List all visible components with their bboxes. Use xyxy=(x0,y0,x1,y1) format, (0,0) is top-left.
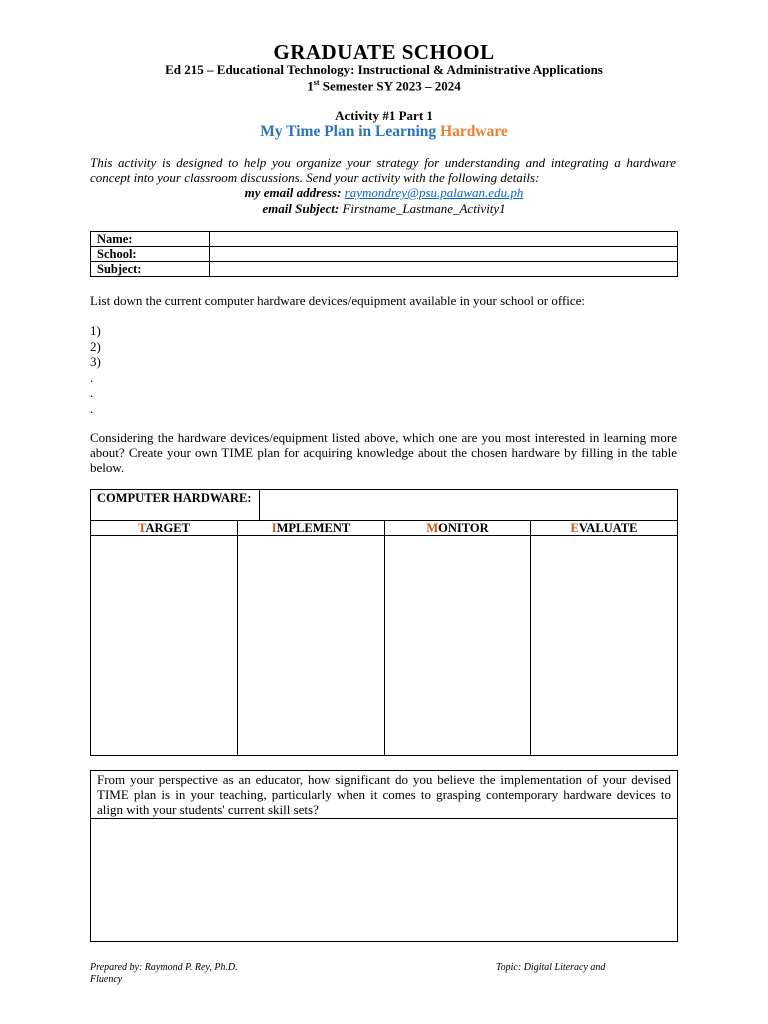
list-item: 2) xyxy=(90,338,101,354)
activity-subtitle: My Time Plan in Learning Hardware xyxy=(260,123,508,140)
info-row-school xyxy=(91,247,678,262)
footer-topic: Topic: Digital Literacy and xyxy=(496,962,606,973)
list-item: . xyxy=(90,400,94,416)
reflection-answer-field[interactable] xyxy=(91,819,677,939)
email-link[interactable]: raymondrey@psu.palawan.edu.ph xyxy=(344,185,524,200)
info-label: School: xyxy=(91,247,210,262)
reflection-question: From your perspective as an educator, how significant do you believe the implementation of your devised TIME plan is in your teaching, particularly when it comes to grasping contemporary hardware devices to align with your students' current skill sets? xyxy=(91,771,677,819)
header-implement: IMPLEMENT xyxy=(271,521,351,535)
instructions-paragraph: Considering the hardware devices/equipment listed above, which one are you most interested in learning more about? Create your own TIME plan for acquiring knowledge about the chosen hardware by filling in the table below. xyxy=(90,430,677,475)
subtitle-accent: Hardware xyxy=(440,123,508,140)
list-item: 1) xyxy=(90,323,101,338)
subject-line: email Subject: Firstname_Lastmane_Activity1 xyxy=(262,201,506,216)
info-label: Name: xyxy=(91,232,210,247)
semester-line: 1st Semester SY 2023 – 2024 xyxy=(307,78,461,94)
subject-field[interactable] xyxy=(210,262,678,277)
course-title: Ed 215 – Educational Technology: Instructional & Administrative Applications xyxy=(165,62,603,77)
activity-label: Activity #1 Part 1 xyxy=(335,108,433,123)
footer-prepared-by: Prepared by: Raymond P. Rey, Ph.D. Fluency xyxy=(90,962,238,985)
reflection-table xyxy=(90,770,678,942)
list-item: . xyxy=(90,385,94,400)
monitor-cell[interactable] xyxy=(385,536,530,755)
header-evaluate: EVALUATE xyxy=(570,521,638,535)
school-field[interactable] xyxy=(210,247,678,262)
hardware-label: COMPUTER HARDWARE: xyxy=(91,490,260,520)
page-title: GRADUATE SCHOOL xyxy=(273,40,495,64)
header-target: TARGET xyxy=(138,521,190,535)
list-prompt: List down the current computer hardware devices/equipment available in your school or office: xyxy=(90,293,586,308)
info-row-subject xyxy=(91,262,678,277)
name-field[interactable] xyxy=(210,232,678,247)
list-item: 3) xyxy=(90,354,101,369)
info-row-name xyxy=(91,232,678,247)
email-line: my email address: raymondrey@psu.palawan.edu.ph xyxy=(244,185,524,200)
hardware-list xyxy=(90,323,101,416)
header-monitor: MONITOR xyxy=(426,521,489,535)
hardware-field[interactable] xyxy=(261,490,677,520)
info-label: Subject: xyxy=(91,262,210,277)
info-table xyxy=(90,231,678,277)
time-plan-table xyxy=(90,489,678,756)
target-cell[interactable] xyxy=(91,536,237,755)
intro-paragraph: This activity is designed to help you organize your strategy for understanding and integrating a hardware concept into your classroom discussions. Send your activity with the following details: xyxy=(90,155,676,185)
evaluate-cell[interactable] xyxy=(531,536,677,755)
implement-cell[interactable] xyxy=(238,536,384,755)
list-item: . xyxy=(90,369,94,385)
